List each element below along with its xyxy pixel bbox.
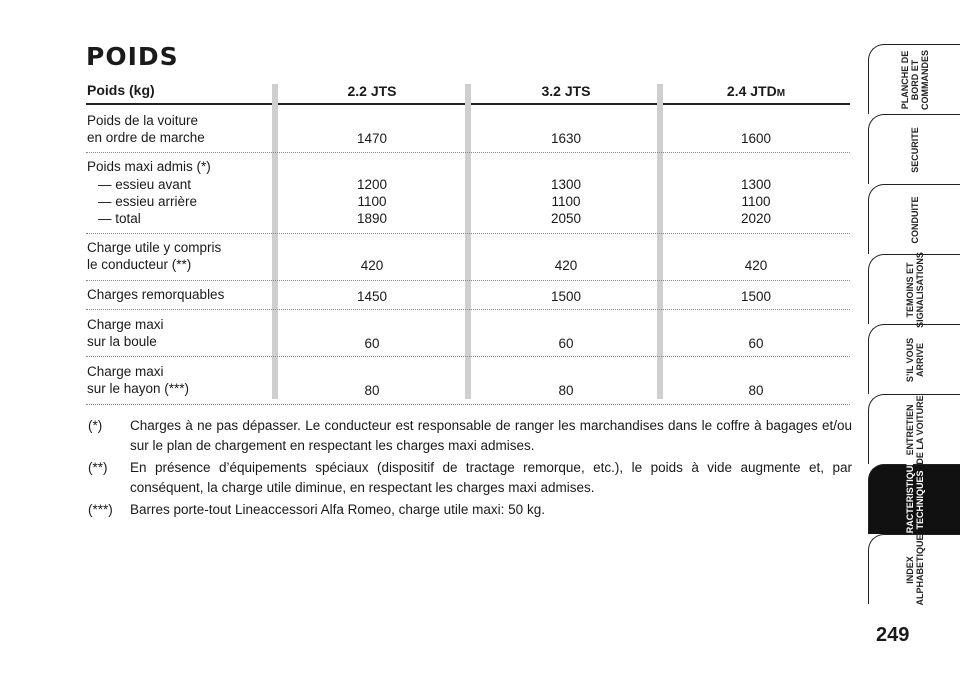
row-label: sur la boule — [87, 334, 157, 349]
table-cell: 1600 — [740, 131, 772, 146]
tab-caracteristiques[interactable]: CARACTERISTIQUES TECHNIQUES — [868, 464, 960, 534]
row-separator — [86, 280, 850, 281]
table-cell: 1890 — [356, 211, 388, 226]
footnote-text: En présence d’équipements spéciaux (dispositif de tractage remorque, etc.), le poids à vide augmente et, par conséquent, la charge utile diminue, en respectant les charges maxi admises. — [130, 460, 852, 495]
table-cell: 1300 — [550, 177, 582, 192]
chapter-tabs — [868, 18, 960, 618]
column-divider — [465, 84, 471, 399]
row-separator — [86, 233, 850, 234]
table-cell: 420 — [744, 258, 768, 273]
table-cell: 1450 — [356, 289, 388, 304]
footnote-text: Charges à ne pas dépasser. Le conducteur est responsable de ranger les marchandises dans le coffre à bagages et/ou sur le plan de chargement en respectant les charges maxi admises. — [130, 418, 852, 453]
table-cell: 1100 — [741, 194, 771, 209]
page-title: POIDS — [86, 42, 179, 71]
table-cell: 1500 — [740, 289, 772, 304]
row-label: Charge maxi — [87, 317, 164, 332]
row-sublabel: — essieu arrière — [98, 194, 198, 209]
tab-index[interactable]: INDEX ALPHABETIQUE — [868, 534, 960, 604]
table-cell: 1100 — [357, 194, 387, 209]
column-header-main: 2.4 JTD — [726, 83, 777, 99]
row-separator — [86, 356, 850, 357]
column-divider — [272, 84, 278, 399]
row-label: en ordre de marche — [87, 130, 205, 145]
table-cell: 80 — [558, 383, 574, 398]
column-header-2-2-jts: 2.2 JTS — [347, 83, 397, 99]
tab-planche-de-bord[interactable]: PLANCHE DE BORD ET COMMANDES — [868, 44, 960, 114]
row-label: Charges remorquables — [87, 287, 225, 302]
table-header-label: Poids (kg) — [87, 82, 155, 98]
table-cell: 1630 — [550, 131, 582, 146]
table-cell: 60 — [558, 336, 574, 351]
tab-sil-vous-arrive[interactable]: S’IL VOUS ARRIVE — [868, 324, 960, 394]
tab-entretien[interactable]: ENTRETIEN DE LA VOITURE — [868, 394, 960, 464]
footnote-marker: (*) — [88, 418, 103, 433]
table-cell: 60 — [364, 336, 380, 351]
row-sublabel: — total — [98, 211, 141, 226]
table-cell: 1200 — [356, 177, 388, 192]
tab-temoins[interactable]: TEMOINS ET SIGNALISATIONS — [868, 254, 960, 324]
table-cell: 80 — [748, 383, 764, 398]
column-header-2-4-jtdm — [727, 83, 785, 99]
row-label: Poids maxi admis (*) — [87, 159, 211, 174]
table-cell: 1100 — [551, 194, 581, 209]
table-cell: 60 — [748, 336, 764, 351]
row-separator — [86, 152, 850, 153]
row-separator — [86, 404, 850, 405]
row-label: Charge utile y compris — [87, 240, 222, 255]
table-cell: 80 — [364, 383, 380, 398]
tab-conduite[interactable]: CONDUITE — [868, 184, 960, 254]
footnote-marker: (***) — [88, 502, 113, 517]
row-separator — [86, 309, 850, 310]
table-cell: 2050 — [550, 211, 582, 226]
page-number: 249 — [876, 624, 910, 646]
column-header-3-2-jts: 3.2 JTS — [541, 83, 591, 99]
table-cell: 1470 — [356, 131, 388, 146]
row-label: Poids de la voiture — [87, 113, 199, 128]
table-cell: 1300 — [740, 177, 772, 192]
tab-securite[interactable]: SECURITE — [868, 114, 960, 184]
column-divider — [657, 84, 663, 399]
table-cell: 420 — [554, 258, 578, 273]
table-cell: 2020 — [740, 211, 772, 226]
column-header-suffix: M — [776, 88, 786, 99]
row-label: Charge maxi — [87, 364, 164, 379]
row-sublabel: — essieu avant — [98, 177, 192, 192]
table-cell: 1500 — [550, 289, 582, 304]
table-cell: 420 — [360, 258, 384, 273]
row-label: sur le hayon (***) — [87, 381, 190, 396]
footnote-marker: (**) — [88, 460, 108, 475]
row-label: le conducteur (**) — [87, 257, 192, 272]
footnote-text: Barres porte-tout Lineaccessori Alfa Romeo, charge utile maxi: 50 kg. — [130, 502, 545, 517]
